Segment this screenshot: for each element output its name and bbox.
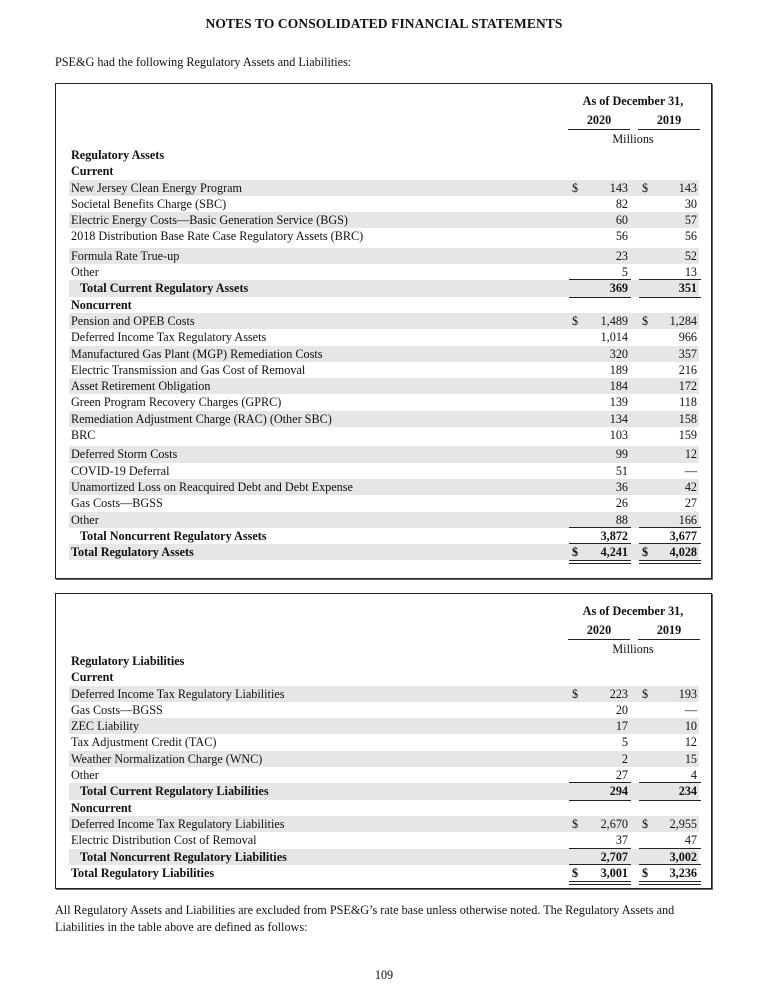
regulatory-assets-table xyxy=(55,83,712,579)
as-of-label: As of December 31, xyxy=(582,94,684,108)
table-row xyxy=(69,362,699,378)
value-2019: 143 xyxy=(678,180,697,195)
subsection-heading xyxy=(69,297,699,313)
table-row xyxy=(69,427,699,443)
row-label: Other xyxy=(71,512,99,527)
currency-symbol-2020: $ xyxy=(572,313,579,328)
row-label: Unamortized Loss on Reacquired Debt and Debt Expense xyxy=(71,479,353,494)
value-2019: 1,284 xyxy=(669,313,697,328)
row-label: Electric Energy Costs—Basic Generation Service (BGS) xyxy=(71,213,348,228)
value-2019: 42 xyxy=(684,479,697,494)
value-2020: 51 xyxy=(615,463,628,478)
year-2020-header: 2020 xyxy=(568,623,630,640)
units-label: Millions xyxy=(612,132,654,146)
row-label: Manufactured Gas Plant (MGP) Remediation Costs xyxy=(71,346,323,361)
value-2020: 184 xyxy=(609,379,628,394)
table-row xyxy=(69,346,699,362)
value-2019: 4 xyxy=(690,768,697,783)
subtotal-row xyxy=(69,528,699,544)
grand-total-row xyxy=(69,544,699,560)
value-2020: 2 xyxy=(621,751,628,766)
subtotal-row xyxy=(69,280,699,296)
value-2019: 193 xyxy=(678,686,697,701)
table-row xyxy=(69,702,699,718)
row-label: Deferred Income Tax Regulatory Assets xyxy=(71,330,267,345)
row-label: Noncurrent xyxy=(71,800,132,815)
value-2019: 234 xyxy=(678,784,697,799)
row-label: COVID-19 Deferral xyxy=(71,463,170,478)
year-2019-header: 2019 xyxy=(638,623,700,640)
regulatory-liabilities-table xyxy=(55,593,712,889)
value-2020: 2,670 xyxy=(600,816,628,831)
row-label: Green Program Recovery Charges (GPRC) xyxy=(71,395,282,410)
value-2019: 10 xyxy=(684,719,697,734)
value-2020: 82 xyxy=(615,196,628,211)
currency-symbol-2019: $ xyxy=(642,545,649,560)
value-2019: 159 xyxy=(678,428,697,443)
value-2019: 3,236 xyxy=(669,865,697,880)
value-2019: 57 xyxy=(684,213,697,228)
currency-symbol-2019: $ xyxy=(642,686,649,701)
value-2019: 3,002 xyxy=(669,849,697,864)
currency-symbol-2019: $ xyxy=(642,816,649,831)
row-label: Weather Normalization Charge (WNC) xyxy=(71,751,263,766)
row-label: Electric Transmission and Gas Cost of Removal xyxy=(71,362,306,377)
value-2019: 13 xyxy=(684,265,697,280)
value-2020: 369 xyxy=(609,281,628,296)
value-2019: 172 xyxy=(678,379,697,394)
value-2020: 17 xyxy=(615,719,628,734)
units-label: Millions xyxy=(612,642,654,656)
table-row xyxy=(69,329,699,345)
table-row xyxy=(69,495,699,511)
row-label: Formula Rate True-up xyxy=(71,248,180,263)
value-2019: 166 xyxy=(678,512,697,527)
value-2020: 103 xyxy=(609,428,628,443)
currency-symbol-2020: $ xyxy=(572,180,579,195)
table-row xyxy=(69,264,699,280)
value-2020: 143 xyxy=(609,180,628,195)
table-row xyxy=(69,180,699,196)
value-2019: — xyxy=(684,702,697,717)
table-row xyxy=(69,463,699,479)
year-2020-header: 2020 xyxy=(568,113,630,130)
subtotal-row xyxy=(69,783,699,799)
row-label: Noncurrent xyxy=(71,297,132,312)
table-row xyxy=(69,196,699,212)
row-label: New Jersey Clean Energy Program xyxy=(71,180,243,195)
rule-line xyxy=(569,881,631,885)
value-2020: 1,489 xyxy=(600,313,628,328)
row-label: Total Current Regulatory Assets xyxy=(80,281,249,296)
subsection-heading xyxy=(69,163,699,179)
section-heading xyxy=(69,653,699,669)
grand-total-row xyxy=(69,865,699,881)
intro-text: PSE&G had the following Regulatory Assets and Liabilities: xyxy=(55,55,352,69)
value-2020: 88 xyxy=(615,512,628,527)
value-2019: 52 xyxy=(684,248,697,263)
table-row xyxy=(69,718,699,734)
value-2020: 5 xyxy=(621,735,628,750)
row-label: BRC xyxy=(71,428,96,443)
value-2020: 4,241 xyxy=(600,545,628,560)
footer-paragraph: All Regulatory Assets and Liabilities are excluded from PSE&G’s rate base unless otherwise noted. The Regulatory Assets and Liabilities in the table above are defined as follows: xyxy=(55,903,675,934)
value-2019: 216 xyxy=(678,362,697,377)
value-2019: 30 xyxy=(684,196,697,211)
table-row xyxy=(69,686,699,702)
page-title: NOTES TO CONSOLIDATED FINANCIAL STATEMENTS xyxy=(205,16,563,31)
row-label: Societal Benefits Charge (SBC) xyxy=(71,196,227,211)
row-label: Tax Adjustment Credit (TAC) xyxy=(71,735,217,750)
value-2019: 118 xyxy=(679,395,697,410)
table-row xyxy=(69,411,699,427)
value-2019: 12 xyxy=(684,447,697,462)
value-2020: 2,707 xyxy=(600,849,628,864)
value-2020: 134 xyxy=(609,411,628,426)
row-label: Total Noncurrent Regulatory Liabilities xyxy=(80,849,287,864)
table-row xyxy=(69,394,699,410)
value-2020: 99 xyxy=(615,447,628,462)
table-row xyxy=(69,212,699,228)
page-number: 109 xyxy=(374,968,394,982)
currency-symbol-2019: $ xyxy=(642,313,649,328)
value-2020: 3,001 xyxy=(600,865,628,880)
row-label: Regulatory Liabilities xyxy=(71,654,185,668)
currency-symbol-2020: $ xyxy=(572,816,579,831)
row-label: Total Regulatory Liabilities xyxy=(71,865,215,880)
table-row xyxy=(69,479,699,495)
row-label: Pension and OPEB Costs xyxy=(71,313,195,328)
currency-symbol-2020: $ xyxy=(572,545,579,560)
row-label: Deferred Income Tax Regulatory Liabilities xyxy=(71,816,285,831)
table-row xyxy=(69,248,699,264)
value-2020: 20 xyxy=(615,702,628,717)
rule-line xyxy=(639,560,701,564)
row-label: Total Noncurrent Regulatory Assets xyxy=(80,528,267,543)
currency-symbol-2019: $ xyxy=(642,180,649,195)
value-2020: 189 xyxy=(609,362,628,377)
value-2019: 2,955 xyxy=(669,816,697,831)
assets-rows xyxy=(69,147,699,560)
currency-symbol-2019: $ xyxy=(642,865,649,880)
subsection-heading xyxy=(69,800,699,816)
liabilities-rows xyxy=(69,653,699,881)
value-2020: 320 xyxy=(609,346,628,361)
table-row xyxy=(69,767,699,783)
value-2020: 27 xyxy=(615,768,628,783)
currency-symbol-2020: $ xyxy=(572,686,579,701)
table-row xyxy=(69,512,699,528)
row-label: Other xyxy=(71,768,99,783)
table-row xyxy=(69,378,699,394)
table-row xyxy=(69,816,699,832)
row-label: Gas Costs—BGSS xyxy=(71,702,163,717)
value-2019: 12 xyxy=(684,735,697,750)
value-2020: 139 xyxy=(609,395,628,410)
row-label: Deferred Income Tax Regulatory Liabilities xyxy=(71,686,285,701)
value-2020: 294 xyxy=(609,784,628,799)
subtotal-row xyxy=(69,849,699,865)
row-label: Regulatory Assets xyxy=(71,148,165,162)
currency-symbol-2020: $ xyxy=(572,865,579,880)
table-row xyxy=(69,832,699,848)
row-label: Total Current Regulatory Liabilities xyxy=(80,784,269,799)
value-2019: 56 xyxy=(684,229,697,244)
value-2019: 47 xyxy=(684,833,697,848)
table-row xyxy=(69,751,699,767)
value-2019: 357 xyxy=(678,346,697,361)
subsection-heading xyxy=(69,669,699,685)
row-label: Total Regulatory Assets xyxy=(71,545,194,560)
value-2019: 15 xyxy=(684,751,697,766)
value-2020: 60 xyxy=(615,213,628,228)
row-label: Other xyxy=(71,265,99,280)
row-label: Gas Costs—BGSS xyxy=(71,496,163,511)
value-2020: 5 xyxy=(621,265,628,280)
row-label: Remediation Adjustment Charge (RAC) (Other SBC) xyxy=(71,411,332,426)
table-row xyxy=(69,734,699,750)
value-2019: 158 xyxy=(678,411,697,426)
value-2019: — xyxy=(684,463,697,478)
value-2019: 966 xyxy=(678,330,697,345)
value-2020: 37 xyxy=(615,833,628,848)
rule-line xyxy=(639,881,701,885)
value-2020: 3,872 xyxy=(600,528,628,543)
as-of-label: As of December 31, xyxy=(582,604,684,618)
value-2019: 4,028 xyxy=(669,545,697,560)
year-2019-header: 2019 xyxy=(638,113,700,130)
value-2020: 1,014 xyxy=(600,330,628,345)
row-label: Current xyxy=(71,164,114,179)
value-2020: 36 xyxy=(615,479,628,494)
row-label: Current xyxy=(71,670,114,685)
row-label: Deferred Storm Costs xyxy=(71,447,178,462)
table-row xyxy=(69,228,699,244)
table-row xyxy=(69,313,699,329)
table-row xyxy=(69,446,699,462)
rule-line xyxy=(569,560,631,564)
value-2020: 23 xyxy=(615,248,628,263)
row-label: Electric Distribution Cost of Removal xyxy=(71,833,257,848)
value-2019: 3,677 xyxy=(669,528,697,543)
row-label: 2018 Distribution Base Rate Case Regulatory Assets (BRC) xyxy=(71,229,364,244)
value-2020: 56 xyxy=(615,229,628,244)
value-2019: 351 xyxy=(678,281,697,296)
section-heading xyxy=(69,147,699,163)
row-label: ZEC Liability xyxy=(71,719,140,734)
value-2020: 26 xyxy=(615,496,628,511)
value-2020: 223 xyxy=(609,686,628,701)
value-2019: 27 xyxy=(684,496,697,511)
row-label: Asset Retirement Obligation xyxy=(71,379,211,394)
